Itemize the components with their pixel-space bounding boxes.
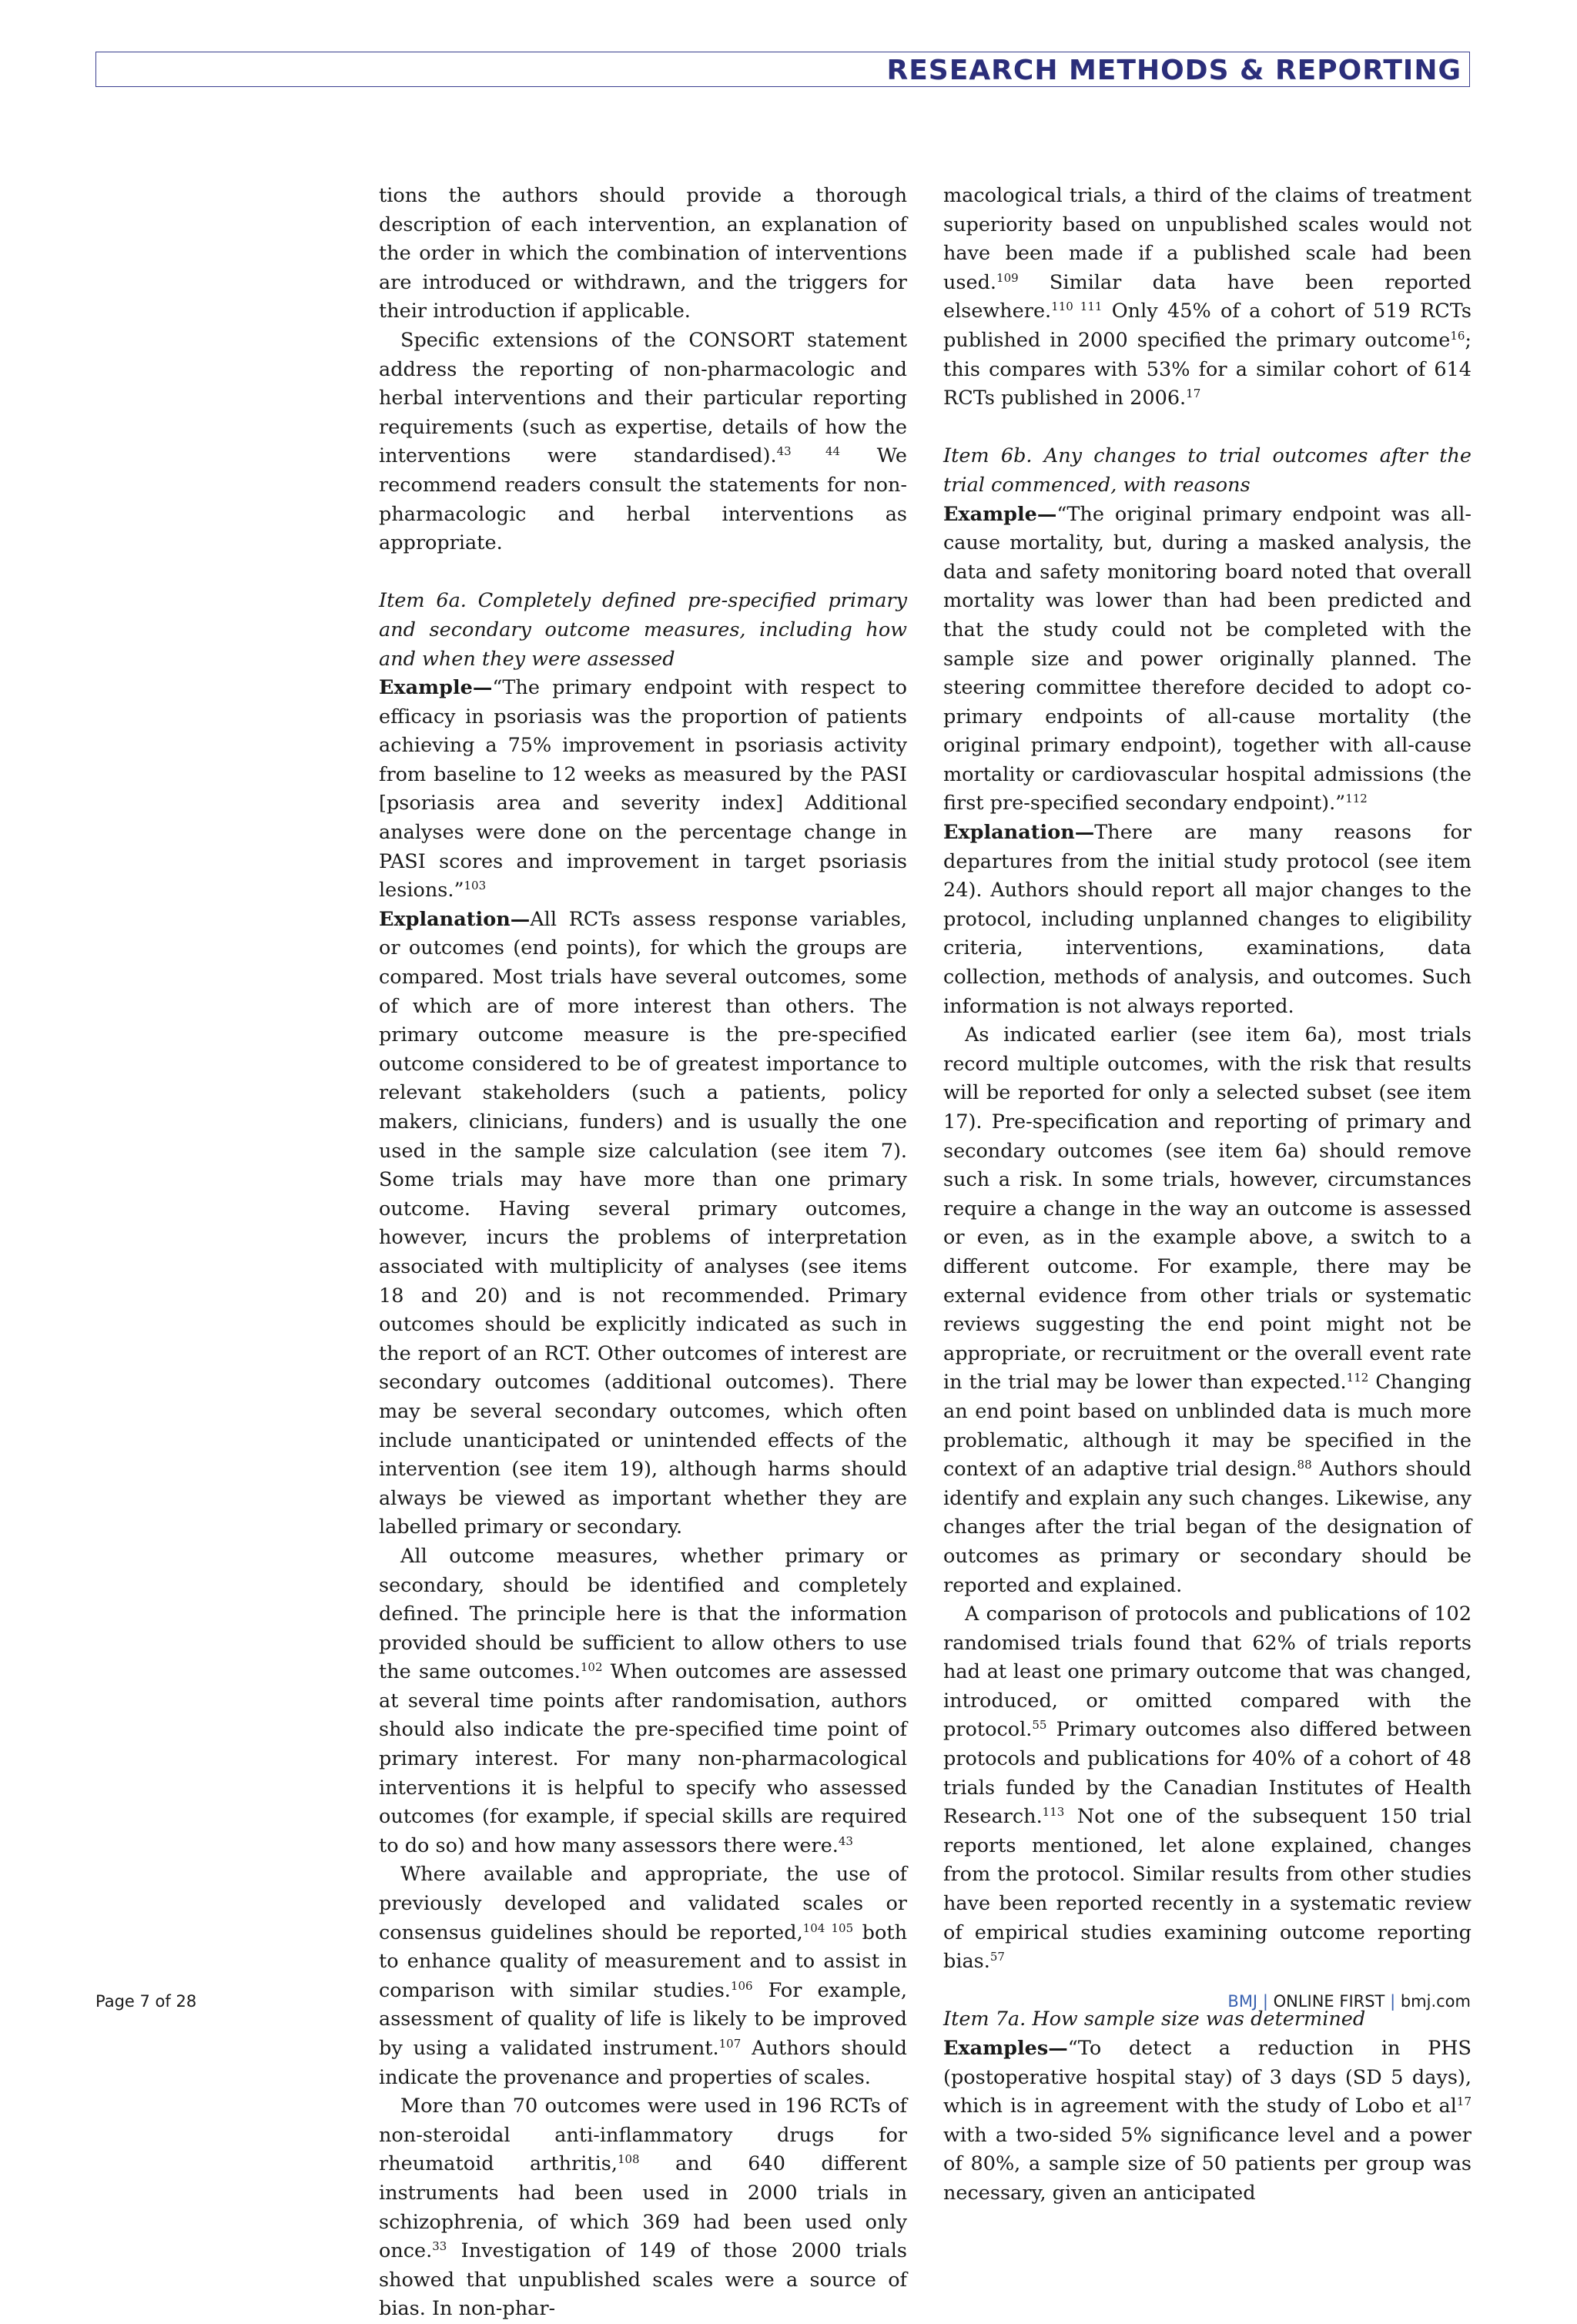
explanation-paragraph: Explanation—All RCTs assess response variables, or outcomes (end points), for which the groups are compared. Most trials have several outcomes, some of which are of more interest than others. The primary outcome measure is the pre-specified outcome considered to be of greatest importance to relevant stakeholders (such a patients, policy makers, clinicians, funders) and is usually the one used in the sample size calculation (see item 7). Some trials may have more than one primary outcome. Having several primary outcomes, however, incurs the problems of interpretation associated with multiplicity of analyses (see items 18 and 20) and is not recommended. Primary outcomes should be explicitly indicated as such in the report of an RCT. Other outcomes of interest are secondary outcomes (additional outcomes). There may be several secondary outcomes, which often include unanticipated or unintended effects of the intervention (see item 19), although harms should always be viewed as important whether they are labelled primary or secondary. xyxy=(379,907,907,1539)
reference-superscript: 109 xyxy=(996,270,1019,285)
paragraph: tions the authors should provide a thorough description of each intervention, an explanation of the order in which the combination of interventions are introduced or withdrawn, and the triggers for their introduction if applicable. xyxy=(379,184,907,323)
reference-superscript: 43 xyxy=(838,1833,853,1848)
item-heading: Item 7a. How sample size was determined xyxy=(943,2008,1366,2031)
paragraph: More than 70 outcomes were used in 196 RCTs of non-steroidal anti-inflammatory drugs for rheumatoid arthritis,$^{108}$ and 640 different instruments had been used in 2000 trials in schizophrenia, of which 369 had been used only once.$^{33}$ Investigation of 149 of those 2000 trials showed that unpublished scales were a source of bias. In non-phar- xyxy=(379,2095,907,2321)
reference-superscript: 112 xyxy=(1345,792,1368,806)
paragraph: As indicated earlier (see item 6a), most trials record multiple outcomes, with the risk that results will be reported for only a selected subset (see item 17). Pre-specification and reporting of primary and secondary outcomes (see item 6a) should remove such a risk. In some trials, however, circumstances require a change in the way an outcome is assessed or even, as in the example above, a switch to a different outcome. For example, there may be external evidence from other trials or systematic reviews suggesting the end point might not be appropriate, or recruitment or the overall event rate in the trial may be lower than expected.$^{112}$ Changing an end point based on unblinded data is much more problematic, although it may be specified in the context of an adaptive trial design.$^{88}$ Authors should identify and explain any such changes. Likewise, any changes after the trial began of the designation of outcomes as primary or secondary should be reported and explained. xyxy=(943,1023,1472,1597)
reference-superscript: 16 xyxy=(1450,328,1465,343)
reference-superscript: 103 xyxy=(464,879,487,893)
reference-superscript: 107 xyxy=(718,2037,742,2051)
item-heading: Item 6b. Any changes to trial outcomes after the trial commenced, with reasons xyxy=(943,444,1472,497)
item-heading: Item 6a. Completely defined pre-specified primary and secondary outcome measures, including how and when they were assessed xyxy=(379,589,907,671)
reference-superscript: 57 xyxy=(989,1950,1005,1964)
reference-superscript: 112 xyxy=(1346,1371,1369,1385)
reference-superscript: 110 111 xyxy=(1051,300,1103,314)
edition-label: ONLINE FIRST xyxy=(1273,1992,1385,2011)
reference-superscript: 113 xyxy=(1042,1805,1065,1820)
reference-superscript: 17 xyxy=(1456,2095,1472,2109)
reference-superscript: 55 xyxy=(1032,1718,1047,1733)
example-paragraph: Examples—“To detect a reduction in PHS (postoperative hospital stay) of 3 days (SD 5 days), which is in agreement with the study of Lobo et $al^{17}$ with a two-sided 5% significance level and a power of 80%, a sample size of 50 patients per group was necessary, given an anticipated xyxy=(943,2037,1472,2205)
paragraph: All outcome measures, whether primary or secondary, should be identified and completely defined. The principle here is that the information provided should be sufficient to allow others to use the same outcomes.$^{102}$ When outcomes are assessed at several time points after randomisation, authors should also indicate the pre-specified time point of primary interest. For many non-pharmacological interventions it is helpful to specify who assessed outcomes (for example, if special skills are required to do so) and how many assessors there were.$^{43}$ xyxy=(379,1544,908,1857)
paragraph: Specific extensions of the CONSORT statement address the reporting of non-pharmacologic and herbal interventions and their particular reporting requirements (such as expertise, details of how the interventions were standardised).$^{43 44}$ We recommend readers consult the statements for non-pharmacologic and herbal interventions as appropriate. xyxy=(379,328,907,555)
site-link[interactable]: bmj.com xyxy=(1400,1992,1471,2011)
section-title: RESEARCH METHODS & REPORTING xyxy=(886,55,1461,86)
reference-superscript: 102 xyxy=(580,1660,603,1675)
example-paragraph: Example—“The primary endpoint with respect to efficacy in psoriasis was the proportion of patients achieving a 75% improvement in psoriasis activity from baseline to 12 weeks as measured by the PASI [psoriasis area and severity index] Additional analyses were done on the percentage change in PASI scores and improvement in target psoriasis lesions.”$^{103}$ xyxy=(379,676,907,902)
section-header-bar xyxy=(95,52,1470,87)
reference-superscript: 33 xyxy=(432,2239,447,2254)
explanation-paragraph: Explanation—There are many reasons for departures from the initial study protocol (see item 24). Authors should report all major changes to the protocol, including unplanned changes to eligibility criteria, interventions, examinations, data collection, methods of analysis, and outcomes. Such information is not always reported. xyxy=(943,821,1472,1018)
example-paragraph: Example—“The original primary endpoint was all-cause mortality, but, during a masked analysis, the data and safety monitoring board noted that overall mortality was lower than had been predicted and that the study could not be completed with the sample size and power originally planned. The steering committee therefore decided to adopt co-primary endpoints of all-cause mortality (the original primary endpoint), together with all-cause mortality or cardiovascular hospital admissions (the first pre-specified secondary endpoint).”$^{112}$ xyxy=(943,502,1472,815)
reference-superscript: 17 xyxy=(1186,387,1201,401)
reference-superscript: 106 xyxy=(730,1978,753,1993)
journal-brand: BMJ xyxy=(1227,1992,1258,2011)
paragraph: A comparison of protocols and publications of 102 randomised trials found that 62% of trials reports had at least one primary outcome that was changed, introduced, or omitted compared with the protocol.$^{55}$ Primary outcomes also differed between protocols and publications for 40% of a cohort of 48 trials funded by the Canadian Institutes of Health Research.$^{113}$ Not one of the subsequent 150 trial reports mentioned, let alone explained, changes from the protocol. Similar results from other studies have been reported recently in a systematic review of empirical studies examining outcome reporting bias.$^{57}$ xyxy=(943,1602,1472,1974)
reference-superscript: 104 105 xyxy=(802,1920,854,1935)
paragraph: macological trials, a third of the claims of treatment superiority based on unpublished scales would not have been made if a published scale had been used.$^{109}$ Similar data have been reported elsewhere.$^{110 111}$ Only 45% of a cohort of 519 RCTs published in 2000 specified the primary outcome$^{16}$; this compares with 53% for a similar cohort of 614 RCTs published in 2006.17 xyxy=(943,184,1472,410)
footer-separator: | xyxy=(1390,1992,1396,2011)
footer-separator: | xyxy=(1262,1992,1268,2011)
reference-superscript: 88 xyxy=(1297,1458,1312,1472)
reference-superscript: 108 xyxy=(617,2152,640,2167)
reference-superscript: 43 44 xyxy=(776,444,841,459)
right-column xyxy=(943,182,1472,2208)
journal-footer xyxy=(1227,1992,1471,2011)
page-number: Page 7 of 28 xyxy=(95,1992,197,2011)
left-column xyxy=(379,182,907,2324)
paragraph: Where available and appropriate, the use of previously developed and validated scales or consensus guidelines should be reported,$^{104 105}$ both to enhance quality of measurement and to assist in comparison with similar studies.$^{106}$ For example, assessment of quality of life is likely to be improved by using a validated instrument.$^{107}$ Authors should indicate the provenance and properties of scales. xyxy=(379,1863,907,2089)
